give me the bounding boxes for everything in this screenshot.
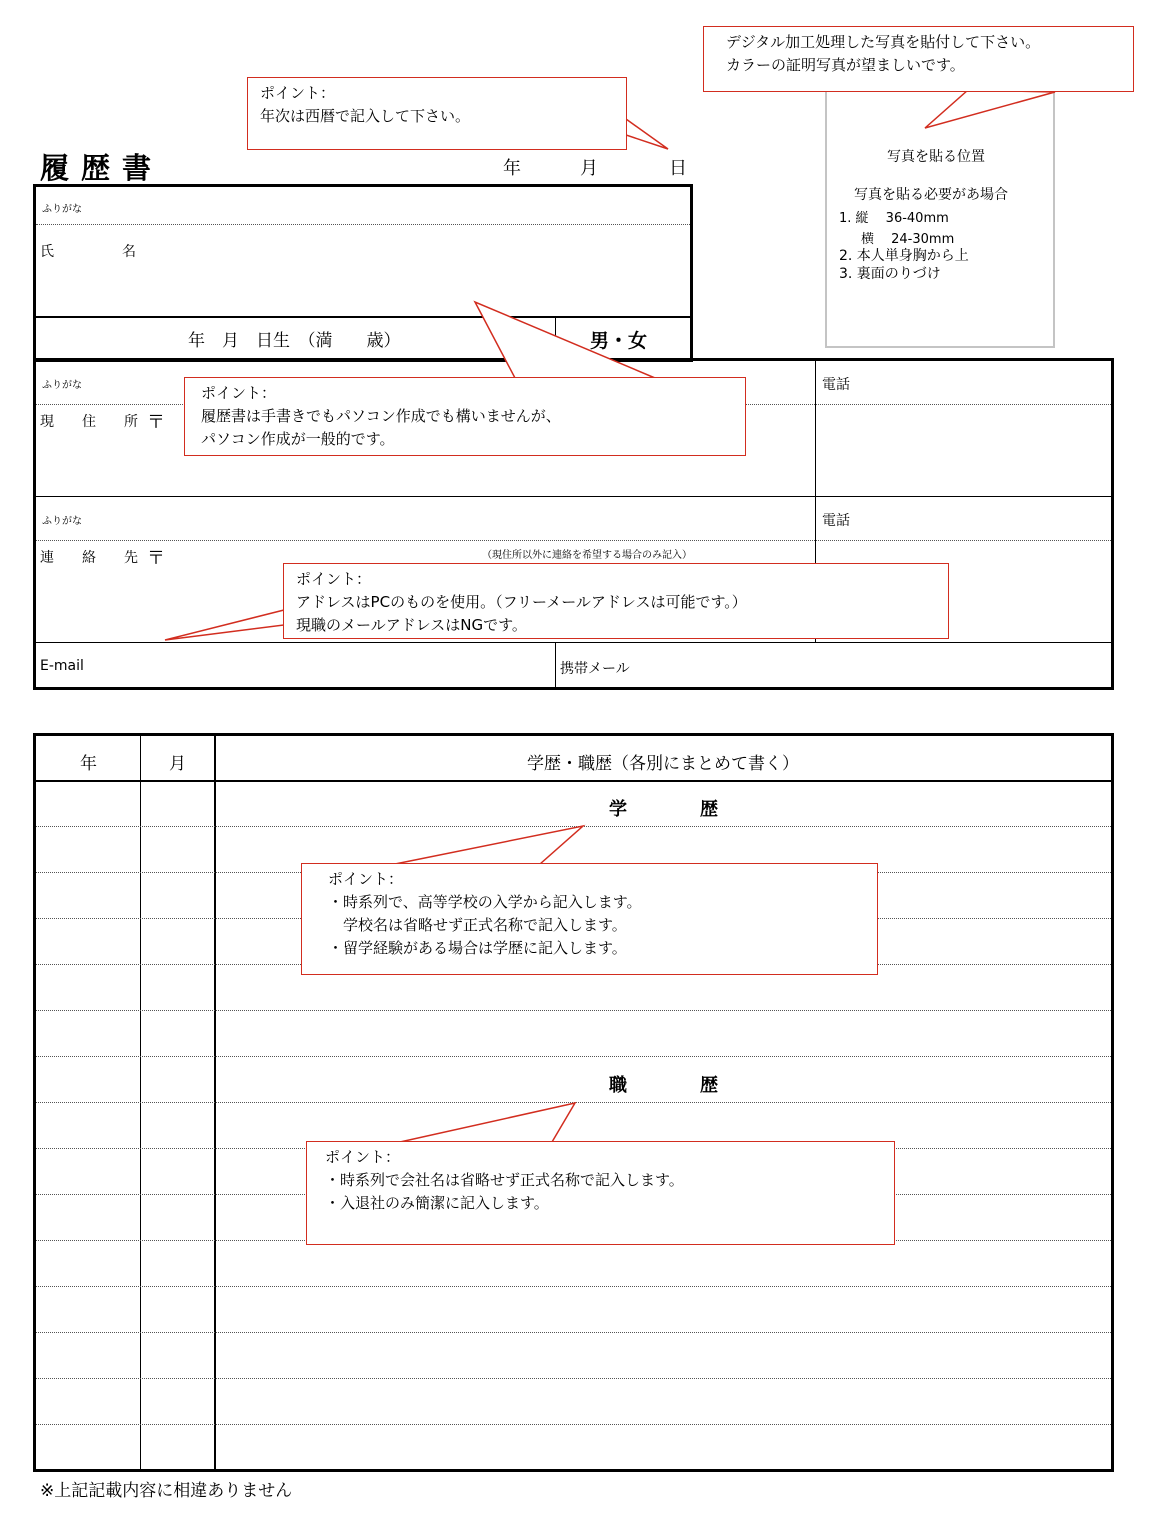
- callout-tail-work: [400, 1103, 575, 1142]
- callout-tail-education: [395, 826, 583, 864]
- date-month-label: 月: [580, 158, 598, 179]
- photo-subtitle: 写真を貼る必要があ場合: [854, 187, 1008, 203]
- date-year-label: 年: [503, 158, 521, 179]
- postal-mark-icon: 〒: [147, 412, 165, 433]
- callout-pc: ポイント： 履歴書は手書きでもパソコン作成でも構いませんが、 パソコン作成が一般的です。: [184, 377, 746, 456]
- photo-rule-glue: 3. 裏面のりづけ: [839, 266, 941, 282]
- contact-furigana-label: ふりがな: [42, 516, 82, 527]
- col-month-header: 月: [169, 754, 186, 774]
- postal-mark-icon: 〒: [147, 548, 165, 569]
- education-heading-2: 歴: [700, 799, 718, 820]
- callout-year: ポイント： 年次は西暦で記入して下さい。: [247, 77, 627, 150]
- callout-tail-pc: [475, 302, 655, 378]
- contact-note: （現住所以外に連絡を希望する場合のみ記入）: [482, 550, 692, 561]
- photo-size-vertical: 1. 縦 36-40mm: [839, 211, 949, 226]
- address-label-3: 所: [124, 414, 138, 430]
- email-label: E-mail: [40, 658, 84, 674]
- address-label-1: 現: [40, 414, 54, 430]
- callout-tail-photo: [925, 90, 1055, 128]
- contact-label-3: 先: [124, 550, 138, 566]
- photo-label: 写真を貼る位置: [887, 149, 985, 165]
- callout-tail-mail: [165, 610, 284, 640]
- callout-tail-year: [626, 119, 668, 149]
- education-heading-1: 学: [609, 799, 627, 820]
- address-furigana-label: ふりがな: [42, 380, 82, 391]
- date-day-label: 日: [669, 158, 687, 179]
- name-label-2: 名: [122, 244, 136, 260]
- mobile-mail-label: 携帯メール: [560, 661, 630, 677]
- work-heading-1: 職: [609, 1075, 627, 1096]
- col-year-header: 年: [80, 754, 97, 774]
- birth-date-field[interactable]: 年 月 日生 （満 歳）: [188, 331, 401, 351]
- footer-declaration: ※上記記載内容に相違ありません: [40, 1481, 293, 1501]
- contact-label-2: 絡: [82, 550, 96, 566]
- callout-mail: ポイント： アドレスはPCのものを使用。（フリーメールアドレスは可能です。） 現職のメールアドレスはNGです。: [283, 563, 949, 639]
- gender-field[interactable]: 男・女: [590, 330, 648, 352]
- photo-size-horizontal: 横 24-30mm: [861, 232, 955, 247]
- page-title: 履歴書: [40, 151, 164, 185]
- photo-rule-bust: 2. 本人単身胸から上: [839, 248, 969, 264]
- address-phone-label: 電話: [822, 377, 850, 393]
- work-heading-2: 歴: [700, 1075, 718, 1096]
- address-label-2: 住: [82, 414, 96, 430]
- callout-work: ポイント： ・時系列で会社名は省略せず正式名称で記入します。 ・入退社のみ簡潔に記入します。: [306, 1141, 895, 1245]
- col-description-header: 学歴・職歴（各別にまとめて書く）: [527, 754, 799, 774]
- callout-photo: デジタル加工処理した写真を貼付して下さい。 カラーの証明写真が望ましいです。: [703, 26, 1134, 92]
- name-furigana-label: ふりがな: [42, 204, 82, 215]
- contact-phone-label: 電話: [822, 513, 850, 529]
- name-label-1: 氏: [40, 244, 54, 260]
- contact-label-1: 連: [40, 550, 54, 566]
- callout-education: ポイント： ・時系列で、高等学校の入学から記入します。 学校名は省略せず正式名称で記入します。 ・留学経験がある場合は学歴に記入します。: [301, 863, 878, 975]
